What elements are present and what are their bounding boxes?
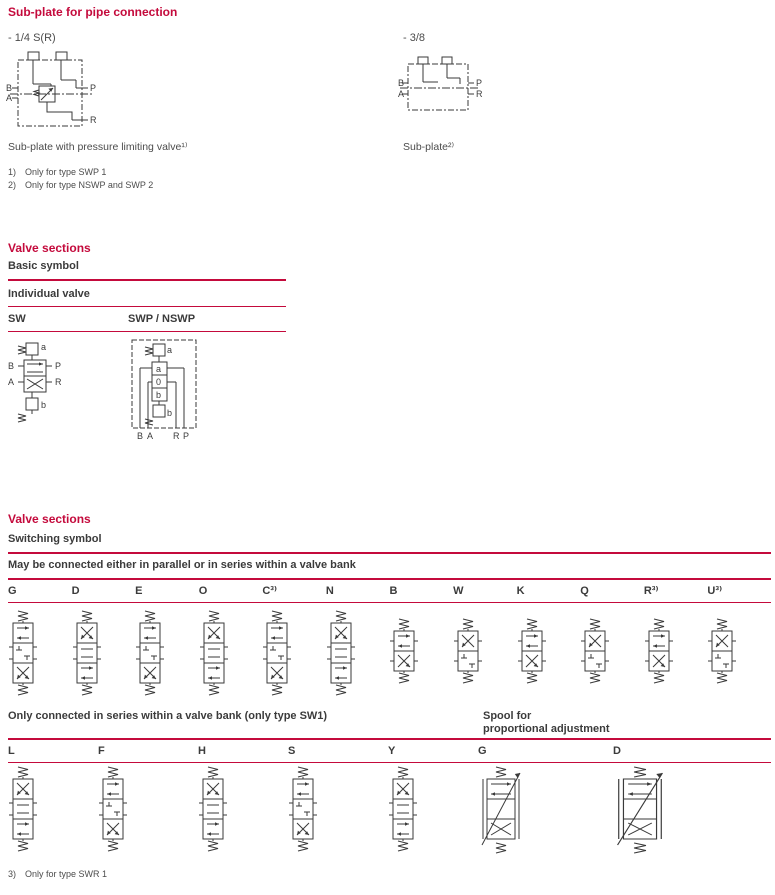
valve-symbol-u xyxy=(707,603,771,709)
box-label-b: b xyxy=(156,390,162,400)
footnote-3-text: Only for type SWR 1 xyxy=(25,869,108,879)
column-header-u: U³⁾ xyxy=(707,585,723,597)
subplate-threeeighth-schematic-icon xyxy=(398,56,484,118)
basic-symbol-table xyxy=(8,260,286,462)
series-note-row xyxy=(8,709,771,740)
port-label-b: B xyxy=(6,83,13,93)
port-label-b: B xyxy=(8,361,15,371)
subplate-diagram-quarter xyxy=(6,50,106,138)
switching-symbol-table xyxy=(8,530,771,863)
port-label-r: R xyxy=(173,431,180,441)
sw-valve-schematic-icon xyxy=(16,338,62,436)
column-header-q: Q xyxy=(580,585,589,597)
column-header-swp-nswp: SWP / NSWP xyxy=(128,313,196,325)
column-header-d-proportional: D xyxy=(613,745,621,757)
column-header-d: D xyxy=(71,585,80,597)
basic-symbol-header: Basic symbol xyxy=(8,260,286,281)
valve-symbol-n xyxy=(326,603,390,709)
column-header-c: C³⁾ xyxy=(262,585,278,597)
valve-symbol-q xyxy=(580,603,644,709)
spool-label-a: a xyxy=(41,342,47,352)
valve-sections-title-2: Valve sections xyxy=(8,512,91,526)
swp-valve-schematic-icon xyxy=(130,338,200,438)
basic-symbols-row xyxy=(8,332,286,462)
valve-symbol-f xyxy=(98,763,198,863)
subplate-variant1-caption: Sub-plate with pressure limiting valve¹⁾ xyxy=(8,141,188,153)
port-label-a: A xyxy=(6,93,13,103)
footnotes-block xyxy=(8,166,153,192)
box-label-0: 0 xyxy=(156,377,162,387)
port-label-a: A xyxy=(8,377,15,387)
column-header-y: Y xyxy=(388,745,396,757)
switching-symbol-header: Switching symbol xyxy=(8,530,771,554)
footnote-2-text: Only for type NSWP and SWP 2 xyxy=(25,180,154,190)
port-label-a: A xyxy=(147,431,154,441)
port-label-b: B xyxy=(137,431,144,441)
column-header-o: O xyxy=(198,585,208,597)
footnote-3-marker: 3) xyxy=(8,869,17,879)
valve-symbol-r xyxy=(644,603,708,709)
box-label-a: a xyxy=(156,364,162,374)
port-label-p: P xyxy=(55,361,62,371)
valve-symbol-w xyxy=(453,603,517,709)
port-label-r: R xyxy=(55,377,62,387)
individual-valve-header: Individual valve xyxy=(8,281,286,307)
footnote-1 xyxy=(8,166,153,179)
footnote-3 xyxy=(8,868,107,881)
subplate-variant2-label: - 3/8 xyxy=(403,32,426,44)
valve-symbol-y xyxy=(388,763,478,863)
column-header-w: W xyxy=(453,585,464,597)
parallel-series-note: May be connected either in parallel or in series within a valve bank xyxy=(8,554,771,580)
subplate-variant2-caption: Sub-plate²⁾ xyxy=(403,141,455,153)
proportional-note-line2: proportional adjustment xyxy=(483,723,610,735)
port-label-p: P xyxy=(476,78,483,88)
valve-symbol-c xyxy=(262,603,326,709)
sw-valve-symbol xyxy=(8,338,72,438)
valve-symbol-d xyxy=(72,603,136,709)
column-header-sw: SW xyxy=(8,313,26,325)
footnote-2-marker: 2) xyxy=(8,180,17,190)
valve-sections-title-1: Valve sections xyxy=(8,241,91,255)
subplate-diagram-threeeighth xyxy=(398,56,484,118)
switching-row2-headers xyxy=(8,740,771,763)
column-header-h: H xyxy=(198,745,206,757)
port-label-p: P xyxy=(90,83,97,93)
valve-symbol-o xyxy=(199,603,263,709)
proportional-note-line1: Spool for xyxy=(483,710,532,722)
column-header-f: F xyxy=(98,745,105,757)
spool-label-b: b xyxy=(41,400,47,410)
port-label-p: P xyxy=(183,431,190,441)
column-header-r: R³⁾ xyxy=(643,585,659,597)
port-label-b: B xyxy=(398,78,405,88)
valve-symbol-g-proportional xyxy=(478,763,613,863)
proportional-note xyxy=(483,710,610,736)
column-header-g: G xyxy=(8,585,17,597)
switching-row2-symbols xyxy=(8,763,771,863)
valve-symbol-e xyxy=(135,603,199,709)
subplate-section-title: Sub-plate for pipe connection xyxy=(8,5,178,19)
footnote-1-marker: 1) xyxy=(8,167,17,177)
valve-symbol-s xyxy=(288,763,388,863)
column-header-s: S xyxy=(288,745,296,757)
column-header-b: B xyxy=(389,585,398,597)
column-header-g-proportional: G xyxy=(478,745,487,757)
valve-symbol-k xyxy=(517,603,581,709)
subplate-variant1-label: - 1/4 S(R) xyxy=(8,32,56,44)
swp-nswp-valve-symbol xyxy=(128,338,206,450)
port-label-r: R xyxy=(476,89,483,99)
switching-row1-headers xyxy=(8,580,771,603)
basic-columns-row xyxy=(8,307,286,332)
series-only-note: Only connected in series within a valve bank (only type SW1) xyxy=(8,710,328,722)
valve-symbol-h xyxy=(198,763,288,863)
column-header-e: E xyxy=(135,585,143,597)
footnote-1-text: Only for type SWP 1 xyxy=(25,167,107,177)
column-header-l: L xyxy=(8,745,15,757)
spool-label-b: b xyxy=(167,408,173,418)
valve-symbol-d-proportional xyxy=(613,763,771,863)
column-header-k: K xyxy=(516,585,525,597)
valve-symbol-l xyxy=(8,763,98,863)
valve-symbol-g xyxy=(8,603,72,709)
valve-symbol-b xyxy=(389,603,453,709)
column-header-n: N xyxy=(325,585,334,597)
footnote-2 xyxy=(8,179,153,192)
spool-label-a: a xyxy=(167,345,173,355)
port-label-r: R xyxy=(90,115,97,125)
port-label-a: A xyxy=(398,89,405,99)
switching-row1-symbols xyxy=(8,603,771,709)
